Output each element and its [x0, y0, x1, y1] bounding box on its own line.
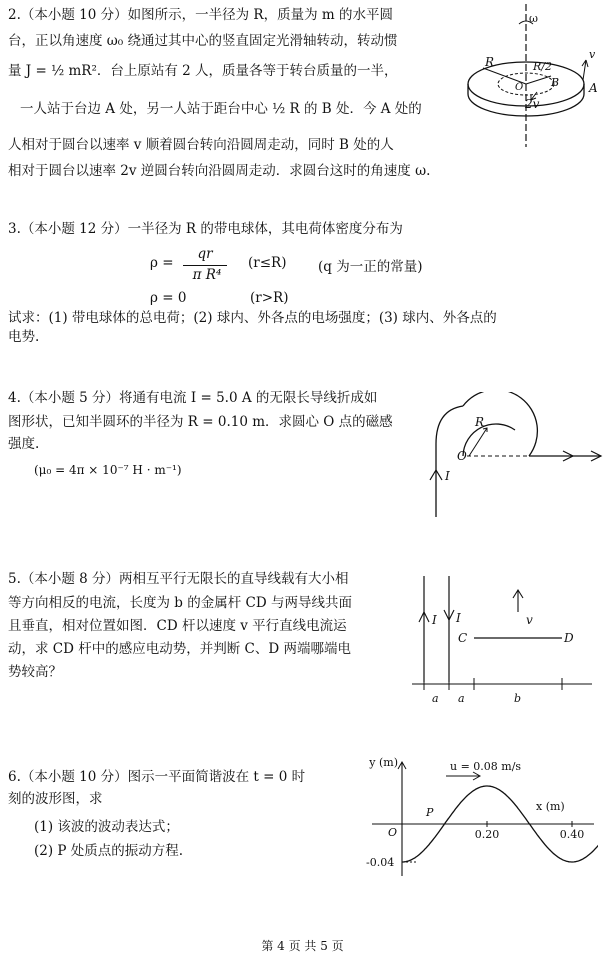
q3-eq1-condition: (r≤R) — [248, 255, 287, 271]
fraction-bar — [183, 265, 227, 266]
wave-graph-figure — [362, 754, 598, 879]
q5-line-1: 5.（本小题 8 分）两相互平行无限长的直导线载有大小相 — [8, 571, 349, 587]
q2-line-2: 台，正以角速度 ω₀ 绕通过其中心的竖直固定光滑轴转动，转动惯 — [8, 33, 398, 49]
q5-line-4: 动，求 CD 杆中的感应电动势，并判断 C、D 两端哪端电 — [8, 641, 351, 657]
center-label: O — [515, 82, 524, 93]
point-p-label: P — [426, 806, 434, 819]
q5-line-2: 等方向相反的电流，长度为 b 的金属杆 CD 与两导线共面 — [8, 595, 352, 611]
wave-speed-label: u = 0.08 m/s — [450, 760, 522, 773]
q6-line-2: 刻的波形图，求 — [8, 791, 103, 807]
q3-eq1-denominator: π R⁴ — [192, 267, 222, 283]
q2-line-1: 2.（本小题 10 分）如图所示，一半径为 R，质量为 m 的水平圆 — [8, 7, 393, 23]
q4-mu-constant: (μ₀ = 4π × 10⁻⁷ H · m⁻¹) — [34, 463, 182, 477]
current-i1-label: I — [432, 613, 437, 627]
q4-line-3: 强度. — [8, 436, 40, 452]
rod-end-d-label: D — [564, 631, 574, 645]
q3-eq2-condition: (r>R) — [250, 290, 289, 306]
bent-wire-figure — [425, 392, 603, 520]
q2-line-3: 量 J = ½ mR²．台上原站有 2 人，质量各等于转台质量的一半， — [8, 63, 398, 79]
distance-a1-label: a — [432, 692, 439, 705]
speed-v-label: v — [589, 48, 596, 61]
q2-line-6: 相对于圆台以速率 2v 逆圆台转向沿圆周走动．求圆台这时的角速度 ω. — [8, 163, 431, 179]
q5-line-3: 且垂直，相对位置如图．CD 杆以速度 v 平行直线电流运 — [8, 618, 347, 634]
q3-eq1-lhs: ρ = — [150, 255, 174, 271]
q2-line-5: 人相对于圆台以速率 v 顺着圆台转向沿圆周走动，同时 B 处的人 — [8, 137, 394, 153]
semicircle-radius-label: R — [475, 415, 485, 429]
q6-line-1: 6.（本小题 10 分）图示一平面简谐波在 t = 0 时 — [8, 769, 306, 785]
parallel-wires-figure — [412, 572, 598, 712]
center-o-label: O — [457, 449, 467, 463]
point-b-label: B — [551, 76, 560, 89]
rotating-disk-figure — [465, 2, 603, 152]
distance-a2-label: a — [458, 692, 465, 705]
point-a-label: A — [589, 81, 598, 95]
radius-label: R — [485, 55, 495, 69]
x-tick-label-1: 0.20 — [474, 828, 500, 841]
q6-line-3: (1) 该波的波动表达式； — [34, 819, 179, 835]
q3-eq1-numerator: qr — [197, 246, 213, 262]
q5-line-5: 势较高？ — [8, 664, 62, 680]
y-axis-label: y (m) — [369, 756, 398, 769]
q6-line-4: (2) P 处质点的振动方程. — [34, 843, 184, 859]
origin-label: O — [388, 826, 398, 839]
rod-end-c-label: C — [458, 631, 468, 645]
x-axis-label: x (m) — [536, 800, 565, 813]
negative-amplitude-label: -0.04 — [366, 856, 395, 869]
omega-label: ω — [529, 12, 538, 25]
current-i2-label: I — [456, 611, 461, 625]
q4-line-1: 4.（本小题 5 分）将通有电流 I = 5.0 A 的无限长导线折成如 — [8, 390, 378, 406]
q3-line-1: 3.（本小题 12 分）一半径为 R 的带电球体，其电荷体密度分布为 — [8, 221, 403, 237]
q2-line-4: 一人站于台边 A 处，另一人站于距台中心 ½ R 的 B 处．今 A 处的 — [20, 101, 422, 117]
x-tick-label-2: 0.40 — [559, 828, 585, 841]
length-b-label: b — [514, 692, 522, 705]
velocity-label: v — [526, 613, 533, 627]
half-radius-label: R/2 — [533, 60, 552, 73]
q3-line-3: 电势. — [8, 329, 40, 345]
q3-line-2: 试求：(1) 带电球体的总电荷；(2) 球内、外各点的电场强度；(3) 球内、外各点的 — [8, 310, 497, 326]
page-footer: 第 4 页 共 5 页 — [261, 939, 344, 953]
q4-line-2: 图形状，已知半圆环的半径为 R = 0.10 m．求圆心 O 点的磁感 — [8, 414, 393, 430]
q3-eq2: ρ = 0 — [150, 290, 187, 306]
speed-2v-label: 2v — [525, 97, 540, 111]
current-label: I — [445, 469, 450, 483]
q3-note: (q 为一正的常量) — [318, 259, 423, 275]
